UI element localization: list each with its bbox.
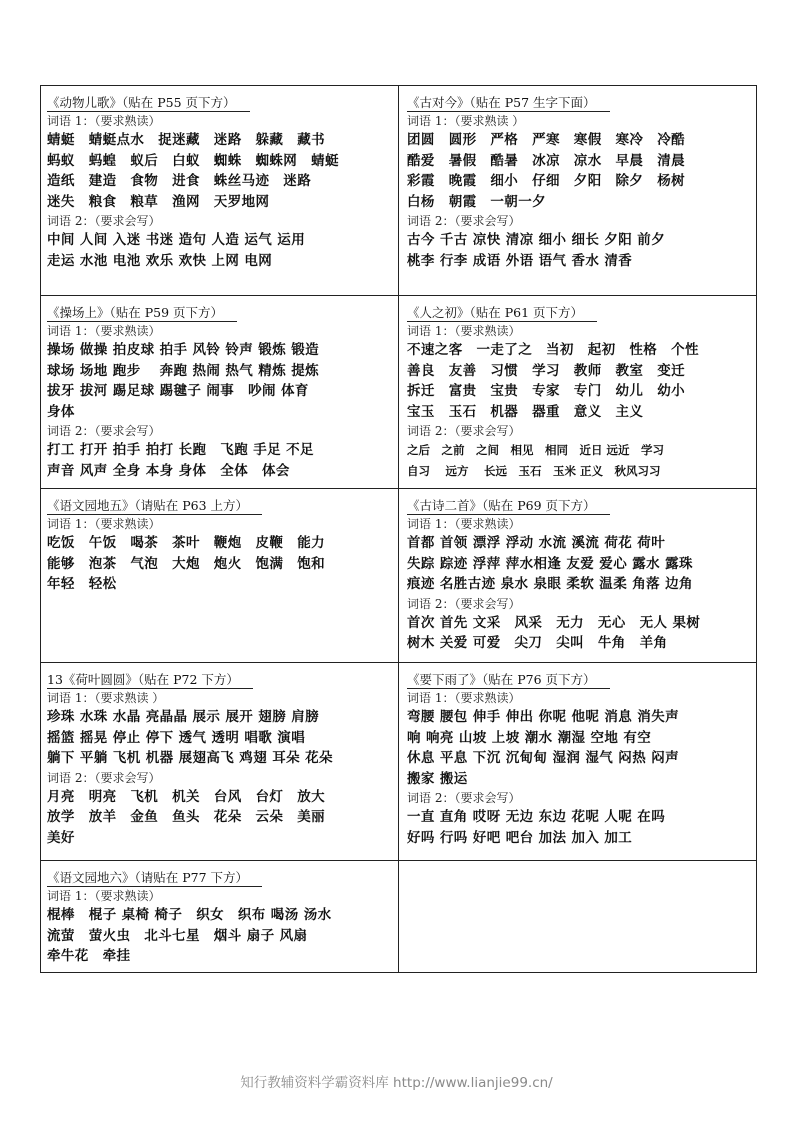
table-row <box>41 861 757 973</box>
word-line: 响 响亮 山坡 上坡 潮水 潮湿 空地 有空 <box>407 729 652 746</box>
word-line: 声音 风声 全身 本身 身体 全体 体会 <box>47 462 290 479</box>
table-row <box>41 663 757 861</box>
section-label: 词语 1：（要求熟读 ） <box>47 691 165 705</box>
word-line: 牵牛花 牵挂 <box>47 948 131 964</box>
word-line: 蚂蚁 蚂蝗 蚁后 白蚁 蜘蛛 蜘蛛网 蜻蜓 <box>47 152 339 169</box>
section-label: 词语 2：（要求会写） <box>47 424 161 438</box>
table-row <box>41 489 757 663</box>
word-line: 好吗 行吗 好吧 吧台 加法 加入 加工 <box>407 829 633 846</box>
section-label: 词语 1：（要求熟读） <box>407 324 521 338</box>
cell-title: 《操场上》（贴在 P59 页下方） <box>47 304 237 322</box>
section-label: 词语 1：（要求熟读 ） <box>407 114 525 128</box>
section-label: 词语 1：（要求熟读） <box>47 517 161 531</box>
cell-round-lotus-leaves <box>41 663 399 861</box>
word-line: 酷爱 暑假 酷暑 冰凉 凉水 早晨 清晨 <box>407 152 685 169</box>
word-line: 善良 友善 习惯 学习 教师 教室 变迁 <box>407 362 685 379</box>
word-line: 痕迹 名胜古迹 泉水 泉眼 柔软 温柔 角落 边角 <box>407 576 693 592</box>
word-line: 桃李 行李 成语 外语 语气 香水 清香 <box>407 252 633 269</box>
section-label: 词语 2：（要求会写） <box>407 596 521 611</box>
cell-playground <box>41 296 399 489</box>
section-label: 词语 2：（要求会写） <box>407 424 521 438</box>
word-line: 首次 首先 文采 风采 无力 无心 无人 果树 <box>407 614 701 631</box>
cell-title: 《动物儿歌》（贴在 P55 页下方） <box>47 94 250 112</box>
word-line: 自习 远方 长远 玉石 玉米 正义 秋风习习 <box>407 463 661 478</box>
word-line: 走运 水池 电池 欢乐 欢快 上网 电网 <box>47 252 273 269</box>
cell-title: 《语文园地六》（请贴在 P77 下方） <box>47 869 262 887</box>
cell-animal-song <box>41 86 399 296</box>
word-line: 球场 场地 跑步 奔跑 热闹 热气 精炼 提炼 <box>47 362 319 379</box>
section-label: 词语 2：（要求会写） <box>47 214 161 228</box>
word-line: 棍棒 棍子 桌椅 椅子 织女 织布 喝汤 汤水 <box>47 907 332 923</box>
word-line: 流萤 萤火虫 北斗七星 烟斗 扇子 风扇 <box>47 927 308 944</box>
cell-three-character-classic <box>399 296 757 489</box>
word-line: 吃饭 午饭 喝茶 茶叶 鞭炮 皮鞭 能力 <box>47 535 325 551</box>
table-row <box>41 86 757 296</box>
vocabulary-sheet-table <box>40 85 757 973</box>
section-label: 词语 1：（要求熟读） <box>407 691 521 705</box>
word-line: 拔牙 拔河 踢足球 踢毽子 闹事 吵闹 体育 <box>47 383 309 399</box>
word-line: 首都 首领 漂浮 浮动 水流 溪流 荷花 荷叶 <box>407 535 666 551</box>
word-line: 身体 <box>47 403 75 420</box>
word-line: 年轻 轻松 <box>47 576 117 592</box>
cell-title: 《古对今》（贴在 P57 生字下面） <box>407 94 610 112</box>
cell-language-garden-6 <box>41 861 399 973</box>
word-line: 蜻蜓 蜻蜓点水 捉迷藏 迷路 躲藏 藏书 <box>47 132 325 148</box>
section-label: 词语 1：（要求熟读） <box>47 324 161 338</box>
cell-two-ancient-poems <box>399 489 757 663</box>
section-label: 词语 1：（要求熟读） <box>407 517 521 531</box>
word-line: 放学 放羊 金鱼 鱼头 花朵 云朵 美丽 <box>47 809 325 825</box>
word-line: 宝玉 玉石 机器 器重 意义 主义 <box>407 403 644 420</box>
table-row <box>41 296 757 489</box>
word-line: 打工 打开 拍手 拍打 长跑 飞跑 手足 不足 <box>47 442 314 458</box>
cell-going-to-rain <box>399 663 757 861</box>
cell-title: 13《荷叶圆圆》（贴在 P72 下方） <box>47 671 253 689</box>
word-line: 拆迁 富贵 宝贵 专家 专门 幼儿 幼小 <box>407 383 685 399</box>
cell-language-garden-5 <box>41 489 399 663</box>
word-line: 月亮 明亮 飞机 机关 台风 台灯 放大 <box>47 788 325 805</box>
section-label: 词语 1：（要求熟读） <box>47 889 161 903</box>
section-label: 词语 1：（要求熟读） <box>47 114 161 128</box>
word-line: 弯腰 腰包 伸手 伸出 你呢 他呢 消息 消失声 <box>407 709 679 725</box>
word-line: 团圆 圆形 严格 严寒 寒假 寒冷 冷酷 <box>407 132 685 148</box>
word-line: 彩霞 晚霞 细小 仔细 夕阳 除夕 杨树 <box>407 173 685 189</box>
word-line: 躺下 平躺 飞机 机器 展翅高飞 鸡翅 耳朵 花朵 <box>47 750 333 766</box>
cell-ancient-and-modern <box>399 86 757 296</box>
cell-title: 《语文园地五》（请贴在 P63 上方） <box>47 497 262 515</box>
section-label: 词语 2：（要求会写） <box>407 214 521 228</box>
word-line: 造纸 建造 食物 进食 蛛丝马迹 迷路 <box>47 173 312 189</box>
word-line: 操场 做操 拍皮球 拍手 风铃 铃声 锻炼 锻造 <box>47 342 319 358</box>
word-line: 搬家 搬运 <box>407 770 468 787</box>
word-line: 中间 人间 入迷 书迷 造句 人造 运气 运用 <box>47 232 306 248</box>
word-line: 失踪 踪迹 浮萍 萍水相逢 友爱 爱心 露水 露珠 <box>407 555 693 572</box>
word-line: 白杨 朝霞 一朝一夕 <box>407 193 546 210</box>
word-line: 一直 直角 哎呀 无边 东边 花呢 人呢 在吗 <box>407 809 666 825</box>
word-line: 古今 千古 凉快 清凉 细小 细长 夕阳 前夕 <box>407 232 666 248</box>
word-line: 不速之客 一走了之 当初 起初 性格 个性 <box>407 342 699 358</box>
footer-watermark: 知行教辅资料学霸资料库 http://www.lianjie99.cn/ <box>240 1075 553 1091</box>
word-line: 珍珠 水珠 水晶 亮晶晶 展示 展开 翅膀 肩膀 <box>47 709 319 725</box>
cell-title: 《古诗二首》（贴在 P69 页下方） <box>407 497 610 515</box>
word-line: 能够 泡茶 气泡 大炮 炮火 饱满 饱和 <box>47 555 325 572</box>
word-line: 树木 关爱 可爱 尖刀 尖叫 牛角 羊角 <box>407 635 668 651</box>
word-line: 休息 平息 下沉 沉甸甸 湿润 湿气 闷热 闷声 <box>407 750 679 766</box>
word-line: 美好 <box>47 829 75 846</box>
section-label: 词语 2：（要求会写） <box>47 770 161 785</box>
empty-cell <box>399 861 757 973</box>
cell-title: 《人之初》（贴在 P61 页下方） <box>407 304 597 322</box>
word-line: 之后 之前 之间 相见 相同 近日 远近 学习 <box>407 443 665 457</box>
cell-title: 《要下雨了》（贴在 P76 页下方） <box>407 671 610 689</box>
word-line: 迷失 粮食 粮草 渔网 天罗地网 <box>47 193 270 210</box>
word-line: 摇篮 摇晃 停止 停下 透气 透明 唱歌 演唱 <box>47 729 306 746</box>
section-label: 词语 2：（要求会写） <box>407 791 521 805</box>
